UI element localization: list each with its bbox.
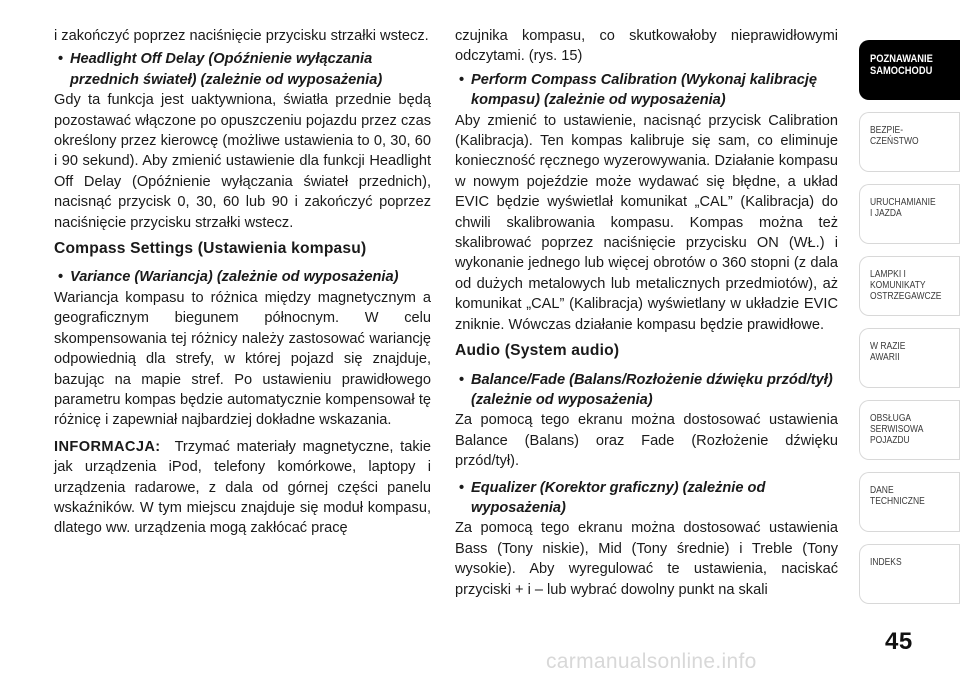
tab-bezpieczenstwo[interactable]: [859, 112, 960, 172]
tab-label: BEZPIE- CZEŃSTWO: [870, 125, 919, 147]
tab-label: W RAZIE AWARII: [870, 341, 906, 363]
tab-label: URUCHAMIANIE I JAZDA: [870, 197, 936, 219]
tab-label: DANE TECHNICZNE: [870, 485, 925, 507]
tab-label: OBSŁUGA SERWISOWA POJAZDU: [870, 413, 924, 446]
paragraph: i zakończyć poprzez naciśnięcie przycisku strzałki wstecz.: [54, 28, 429, 44]
info-label: INFORMACJA:: [54, 438, 161, 455]
page-number: 45: [885, 628, 913, 655]
paragraph: Wariancja kompasu to różnica między magnetycznym a geograficznym biegunem północnym. W celu skompensowania tej różnicy należy zastosować wariancję odpowiednią dla strefy, w której pojazd się znajduje, bazując na mapie stref. Po ustawieniu prawidłowego parametru kompas będzie automatycznie kompensował tę różnicę i zapewniał najbardziej dokładne wskazania.: [54, 289, 431, 429]
bullet-heading-variance: • Variance (Wariancja) (zależnie od wyposażenia): [54, 267, 431, 287]
info-text: Trzymać materiały magnetyczne, takie jak urządzenia iPod, telefony komórkowe, laptopy i urządzenia radarowe, z dala od górnej części panelu wskaźników. W tym miejscu znajduje się moduł kompasu, dlatego ww. urządzenia mogą zakłócać pracę: [54, 438, 431, 537]
tab-w-razie-awarii[interactable]: [859, 328, 960, 388]
bullet-heading-compass-calibration: • Perform Compass Calibration (Wykonaj kalibrację kompasu) (zależnie od wyposażenia): [455, 70, 838, 111]
left-column: [54, 26, 431, 545]
tab-label: POZNAWANIE SAMOCHODU: [870, 53, 933, 77]
tab-indeks[interactable]: [859, 544, 960, 604]
bullet-heading-headlight-off-delay: • Headlight Off Delay (Opóźnienie wyłączania przednich świateł) (zależnie od wyposażenia): [54, 49, 431, 90]
tab-lampki-i-komunikaty[interactable]: [859, 256, 960, 316]
tab-obsluga-serwisowa[interactable]: [859, 400, 960, 460]
section-heading-audio: Audio (System audio): [455, 342, 620, 360]
tab-poznawanie-samochodu[interactable]: [859, 40, 960, 100]
section-heading-compass-settings: Compass Settings (Ustawienia kompasu): [54, 240, 367, 258]
paragraph: Za pomocą tego ekranu można dostosować ustawienia Balance (Balans) oraz Fade (Rozłożenie dźwięku przód/tył).: [455, 412, 838, 470]
tab-label: INDEKS: [870, 557, 902, 568]
watermark: carmanualsonline.info: [546, 650, 757, 673]
paragraph: Aby zmienić to ustawienie, nacisnąć przycisk Calibration (Kalibracja). Ten kompas kalibruje się sam, co eliminuje konieczność ręcznego wyzerowywania. Działanie kompasu w nowym pojeździe może wydawać się błędne, a układ EVIC będzie wyświetlał komunikat „CAL” (Kalibracja) do chwili skalibrowania kompasu. Kompas można też skalibrować poprzez naciśnięcie przycisku ON (WŁ.) i wykonanie jednego lub więcej obrotów o 360 stopni (z dala od dużych metalowych lub metalicznych przedmiotów), aż komunikat „CAL” (Kalibracja) wyświetlany w układzie EVIC zniknie. Wówczas działanie kompasu będzie prawidłowe.: [455, 112, 838, 333]
tab-uruchamianie-i-jazda[interactable]: [859, 184, 960, 244]
bullet-heading-equalizer: • Equalizer (Korektor graficzny) (zależnie od wyposażenia): [455, 478, 838, 519]
right-column: [455, 26, 838, 606]
paragraph: czujnika kompasu, co skutkowałoby nieprawidłowymi odczytami. (rys. 15): [455, 28, 838, 65]
info-note: [54, 437, 431, 539]
tab-dane-techniczne[interactable]: [859, 472, 960, 532]
paragraph: Za pomocą tego ekranu można dostosować ustawienia Bass (Tony niskie), Mid (Tony średnie) i Treble (Tony wysokie). Aby wyregulować te ustawienia, naciskać przyciski + i – lub wybrać dowolny punkt na skali: [455, 520, 838, 598]
bullet-heading-balance-fade: • Balance/Fade (Balans/Rozłożenie dźwięku przód/tył) (zależnie od wyposażenia): [455, 370, 838, 411]
tab-label: LAMPKI I KOMUNIKATY OSTRZEGAWCZE: [870, 269, 942, 302]
paragraph: Gdy ta funkcja jest uaktywniona, światła przednie będą pozostawać włączone po opuszczeniu pojazdu przez czas określony przez kierowcę (możliwe ustawienia to 0, 30, 60 i 90 sekund). Aby zmienić ustawienie dla funkcji Headlight Off Delay (Opóźnienie wyłączania świateł przednich), nacisnąć przycisk 0, 30, 60 lub 90 i zakończyć poprzez naciśnięcie przycisku strzałki wstecz.: [54, 92, 431, 231]
